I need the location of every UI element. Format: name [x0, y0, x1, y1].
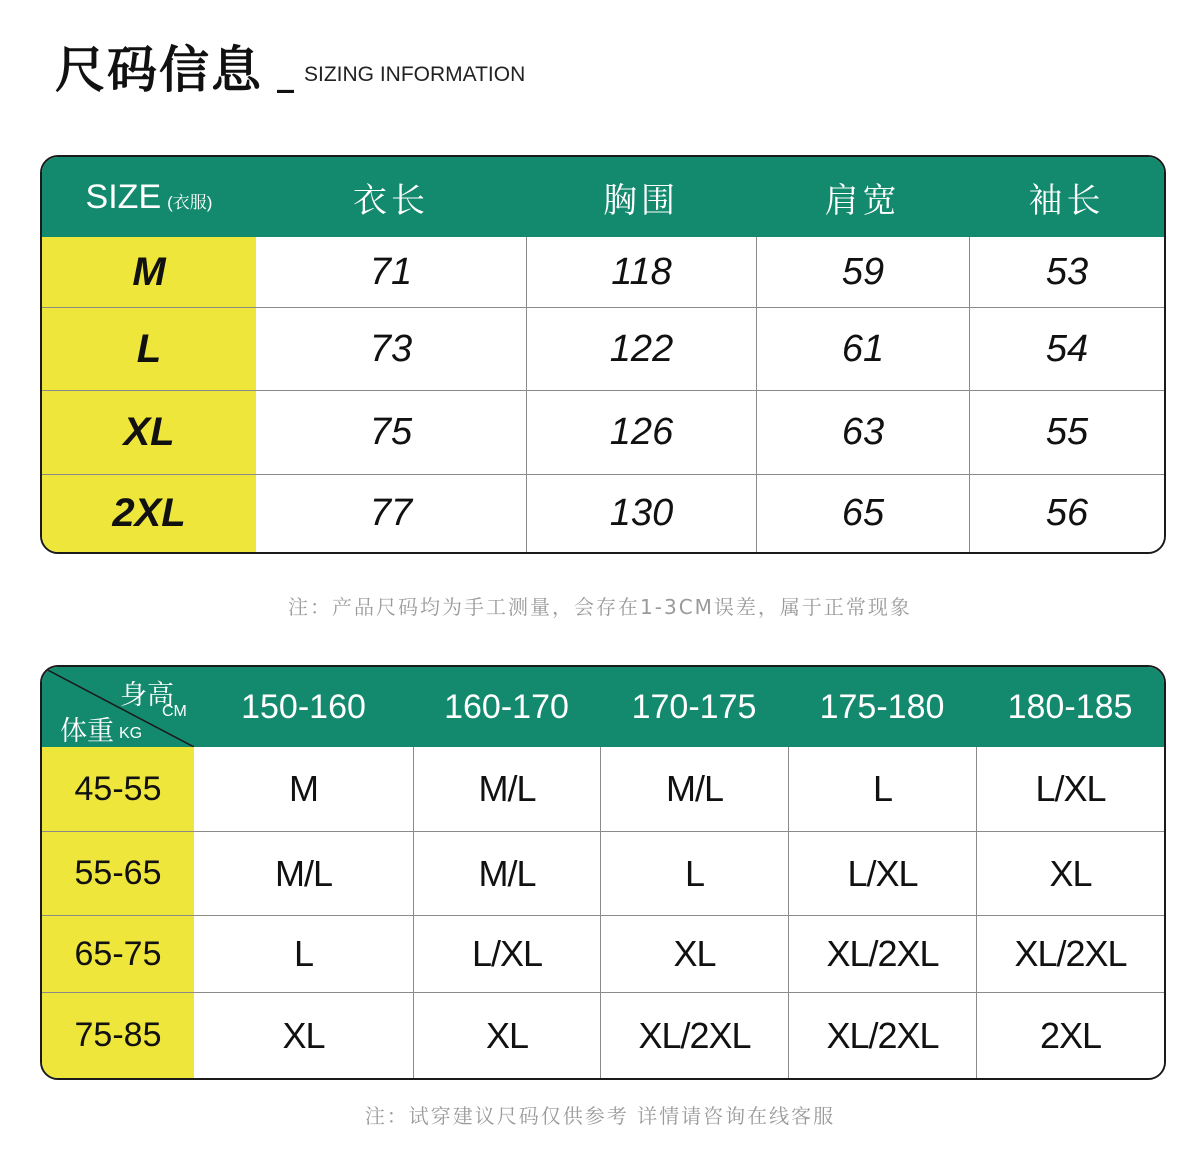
table-cell: 75 — [256, 390, 526, 474]
row-size-label: XL — [42, 390, 256, 474]
table-cell: 126 — [526, 390, 756, 474]
table-cell: L — [788, 747, 976, 831]
table-cell: 63 — [756, 390, 969, 474]
table-cell: 2XL — [976, 992, 1164, 1078]
weight-row-label: 65-75 — [42, 915, 194, 992]
table-cell: XL — [194, 992, 413, 1078]
table-cell: M/L — [413, 747, 600, 831]
table-cell: M/L — [600, 747, 788, 831]
table-cell: 55 — [969, 390, 1164, 474]
table-cell: XL/2XL — [976, 915, 1164, 992]
table-cell: L/XL — [976, 747, 1164, 831]
table-cell: XL/2XL — [788, 992, 976, 1078]
corner-header — [42, 667, 194, 747]
table-cell: M/L — [413, 831, 600, 915]
row-size-label: M — [42, 237, 256, 307]
table-cell: L/XL — [788, 831, 976, 915]
title-separator: _ — [277, 54, 294, 94]
table-cell: L — [194, 915, 413, 992]
height-column-header: 150-160 — [194, 667, 413, 747]
table-cell: 56 — [969, 474, 1164, 552]
table-cell: 65 — [756, 474, 969, 552]
table-cell: L/XL — [413, 915, 600, 992]
table-cell: 53 — [969, 237, 1164, 307]
height-column-header: 175-180 — [788, 667, 976, 747]
weight-row-label: 45-55 — [42, 747, 194, 831]
column-header-sleeve: 袖长 — [969, 157, 1164, 237]
table-cell: 61 — [756, 307, 969, 390]
table-cell: XL — [600, 915, 788, 992]
column-header-shoulder: 肩宽 — [756, 157, 969, 237]
table-cell: M — [194, 747, 413, 831]
table-cell: 71 — [256, 237, 526, 307]
measurement-note: 注：产品尺码均为手工测量，会存在1-3CM误差，属于正常现象 — [288, 595, 912, 619]
table-cell: 118 — [526, 237, 756, 307]
weight-row-label: 55-65 — [42, 831, 194, 915]
column-header-chest: 胸围 — [526, 157, 756, 237]
garment-size-table — [40, 155, 1166, 554]
table-cell: M/L — [194, 831, 413, 915]
column-header-length: 衣长 — [256, 157, 526, 237]
table-cell: 130 — [526, 474, 756, 552]
table-cell: 122 — [526, 307, 756, 390]
recommendation-note: 注：试穿建议尺码仅供参考 详情请咨询在线客服 — [364, 1104, 836, 1128]
row-size-label: L — [42, 307, 256, 390]
size-header-label: SIZE — [85, 177, 162, 216]
table-cell: XL/2XL — [788, 915, 976, 992]
height-column-header: 180-185 — [976, 667, 1164, 747]
weight-unit: KG — [119, 725, 143, 742]
height-column-header: 170-175 — [600, 667, 788, 747]
page-header — [55, 30, 525, 100]
table-cell: XL — [413, 992, 600, 1078]
size-header-sub: (衣服) — [167, 192, 213, 212]
height-column-header: 160-170 — [413, 667, 600, 747]
table-cell: 73 — [256, 307, 526, 390]
table-cell: 77 — [256, 474, 526, 552]
page-title: 尺码信息 — [55, 41, 263, 99]
height-unit: CM — [162, 703, 187, 720]
weight-label: 体重 — [60, 716, 114, 746]
table-cell: 59 — [756, 237, 969, 307]
table-cell: 54 — [969, 307, 1164, 390]
size-column-header — [42, 157, 256, 237]
table-cell: XL/2XL — [600, 992, 788, 1078]
weight-row-label: 75-85 — [42, 992, 194, 1078]
size-recommendation-table — [40, 665, 1166, 1080]
table-cell: L — [600, 831, 788, 915]
row-size-label: 2XL — [42, 474, 256, 552]
height-label: 身高 — [120, 680, 174, 710]
page-subtitle: SIZING INFORMATION — [304, 63, 526, 86]
table-cell: XL — [976, 831, 1164, 915]
